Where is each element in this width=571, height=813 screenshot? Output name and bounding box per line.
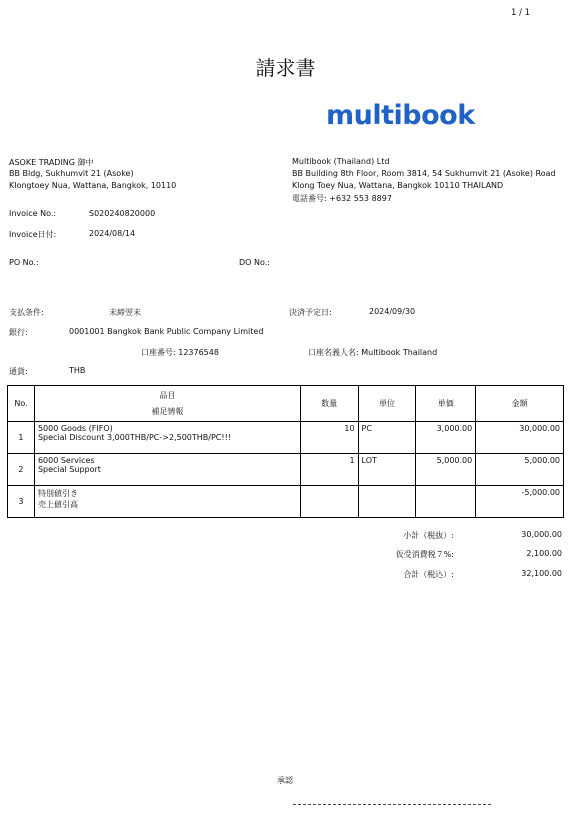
table-row bbox=[8, 422, 564, 454]
row-amount: -5,000.00 bbox=[476, 486, 564, 518]
table-row bbox=[8, 454, 564, 486]
total-label: 合計（税込）: bbox=[403, 570, 454, 579]
customer-name: ASOKE TRADING 御中 bbox=[9, 158, 94, 167]
row-detail: Special Discount 3,000THB/PC->2,500THB/PC!!! bbox=[37, 433, 231, 442]
header-unit: 単位 bbox=[358, 386, 416, 422]
page-number: 1 / 1 bbox=[511, 8, 531, 18]
subtotal-label: 小計（税抜）: bbox=[403, 531, 454, 540]
currency: THB bbox=[69, 366, 86, 375]
items-table bbox=[7, 385, 564, 518]
due-date-label: 決済予定日: bbox=[289, 308, 332, 317]
row-no: 1 bbox=[8, 422, 35, 454]
approval-label: 承認 bbox=[277, 776, 293, 785]
row-qty: 10 bbox=[300, 422, 358, 454]
customer-address-1: BB Bldg, Sukhumvit 21 (Asoke) bbox=[9, 169, 134, 178]
row-detail: 売上値引高 bbox=[37, 500, 78, 509]
signature-line bbox=[293, 804, 491, 805]
subtotal-value: 30,000.00 bbox=[521, 530, 562, 539]
row-qty: 1 bbox=[300, 454, 358, 486]
invoice-date: 2024/08/14 bbox=[89, 229, 136, 238]
company-address-2: Klong Toey Nua, Wattana, Bangkok 10110 THAILAND bbox=[292, 181, 504, 190]
row-unit: LOT bbox=[358, 454, 416, 486]
header-detail-label: 補足情報 bbox=[151, 407, 184, 416]
row-item-cell bbox=[34, 422, 300, 454]
header-item bbox=[34, 386, 300, 422]
header-amount: 金額 bbox=[476, 386, 564, 422]
header-no: No. bbox=[8, 386, 35, 422]
row-item: 特別値引き bbox=[37, 489, 78, 498]
row-item-cell bbox=[34, 454, 300, 486]
row-no: 2 bbox=[8, 454, 35, 486]
company-logo: multibook bbox=[326, 100, 475, 131]
table-row bbox=[8, 486, 564, 518]
tax-label: 仮受消費税７%: bbox=[395, 550, 454, 559]
document-title: 請求書 bbox=[255, 56, 316, 80]
tax-value: 2,100.00 bbox=[526, 549, 562, 558]
row-amount: 30,000.00 bbox=[476, 422, 564, 454]
row-item: 5000 Goods (FIFO) bbox=[37, 424, 113, 433]
row-price: 3,000.00 bbox=[416, 422, 476, 454]
row-item-cell bbox=[34, 486, 300, 518]
account-number: 口座番号: 12376548 bbox=[141, 348, 219, 357]
do-no-label: DO No.: bbox=[239, 258, 270, 267]
payment-terms-label: 支払条件: bbox=[9, 308, 44, 317]
row-amount: 5,000.00 bbox=[476, 454, 564, 486]
row-unit bbox=[358, 486, 416, 518]
row-detail: Special Support bbox=[37, 465, 101, 474]
bank-label: 銀行: bbox=[9, 328, 28, 337]
header-qty: 数量 bbox=[300, 386, 358, 422]
currency-label: 通貨: bbox=[9, 367, 28, 376]
due-date: 2024/09/30 bbox=[369, 307, 416, 316]
company-name: Multibook (Thailand) Ltd bbox=[292, 157, 390, 166]
header-item-label: 品目 bbox=[159, 391, 176, 400]
row-price bbox=[416, 486, 476, 518]
row-no: 3 bbox=[8, 486, 35, 518]
table-header-row bbox=[8, 386, 564, 422]
total-value: 32,100.00 bbox=[521, 569, 562, 578]
company-phone: 電話番号: +632 553 8897 bbox=[292, 194, 392, 203]
row-item: 6000 Services bbox=[37, 456, 95, 465]
row-qty bbox=[300, 486, 358, 518]
payment-terms: 末締翌末 bbox=[109, 308, 141, 317]
company-address-1: BB Building 8th Floor, Room 3814, 54 Sukhumvit 21 (Asoke) Road bbox=[292, 169, 556, 178]
bank-name: 0001001 Bangkok Bank Public Company Limited bbox=[69, 327, 264, 336]
po-no-label: PO No.: bbox=[9, 258, 39, 267]
row-unit: PC bbox=[358, 422, 416, 454]
customer-address-2: Klongtoey Nua, Wattana, Bangkok, 10110 bbox=[9, 181, 177, 190]
invoice-date-label: Invoice日付: bbox=[9, 230, 57, 239]
header-price: 単価 bbox=[416, 386, 476, 422]
account-holder: 口座名義人名: Multibook Thailand bbox=[308, 348, 438, 357]
invoice-no-label: Invoice No.: bbox=[9, 209, 57, 218]
row-price: 5,000.00 bbox=[416, 454, 476, 486]
invoice-no: S020240820000 bbox=[89, 209, 156, 218]
